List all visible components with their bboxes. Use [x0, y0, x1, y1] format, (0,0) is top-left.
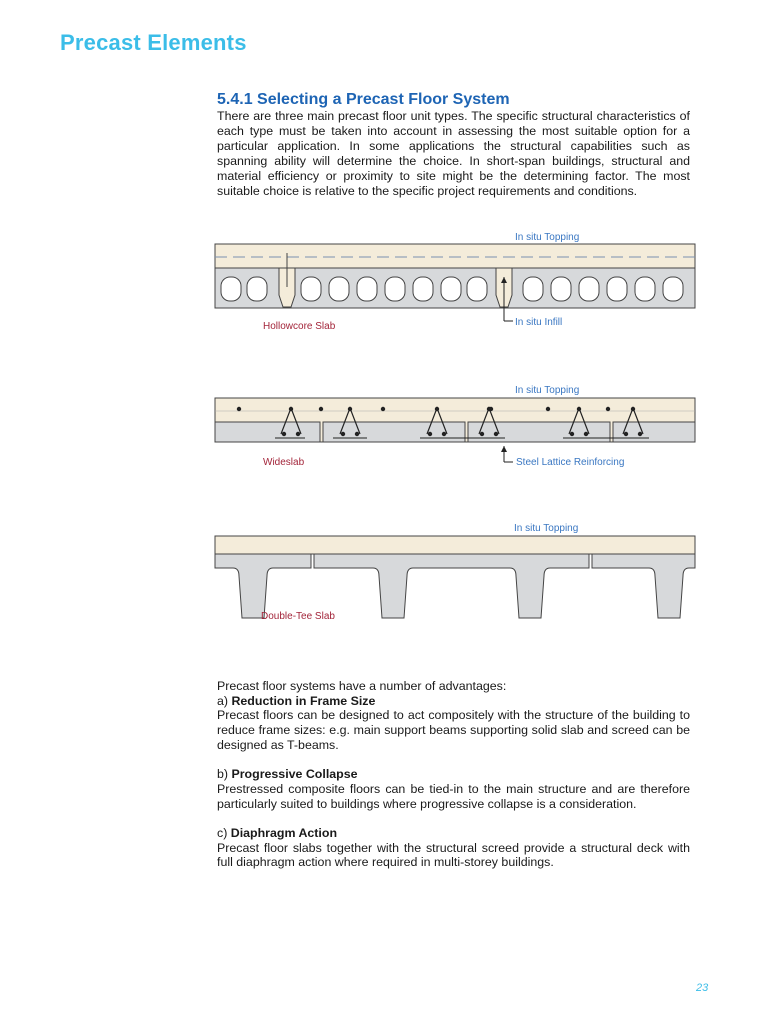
advantage-heading-a [217, 694, 690, 709]
page-header-title: Precast Elements [60, 30, 247, 55]
intro-paragraph: There are three main precast floor unit types. The specific structural characteristics of each type must be taken into account in assessing the most suitable option for a particular application. In some applications the structural capabilities such as spanning ability will determine the choice. In short-span buildings, structural and material efficiency or proximity to site might be the determining factor. The most suitable choice is relative to the specific project requirements and conditions. [217, 109, 690, 198]
doubletee-topping-label: In situ Topping [514, 523, 579, 534]
section-title: 5.4.1 Selecting a Precast Floor System [217, 91, 510, 108]
wideslab-diagram [205, 380, 705, 480]
advantage-title-c: Diaphragm Action [230, 826, 338, 840]
advantage-prefix-b: b) [217, 767, 232, 782]
page-number: 23 [696, 982, 709, 994]
advantage-title-a: Reduction in Frame Size [231, 693, 376, 708]
advantages-section [217, 679, 690, 870]
wideslab-topping-label: In situ Topping [515, 385, 580, 396]
advantage-text-a: Precast floors can be designed to act compositely with the structure of the building to reduce frame sizes: e.g. main support beams supporting solid slab and screed can be designed as T-beams. [217, 708, 690, 752]
wideslab-label: Wideslab [263, 457, 305, 468]
advantages-intro: Precast floor systems have a number of advantages: [217, 679, 507, 693]
hollowcore-slab-diagram [205, 225, 705, 345]
advantage-title-b: Progressive Collapse [231, 767, 358, 782]
double-tee-slab-label: Double-Tee Slab [261, 611, 335, 622]
advantage-heading-b [217, 767, 690, 782]
wideslab-lattice-label: Steel Lattice Reinforcing [516, 457, 625, 468]
hollowcore-slab-label: Hollowcore Slab [263, 321, 336, 332]
hollowcore-topping-label: In situ Topping [515, 232, 580, 243]
advantage-text-c: Precast floor slabs together with the structural screed provide a structural deck with full diaphragm action where required in multi-storey buildings. [217, 840, 690, 870]
advantage-heading-c [217, 826, 690, 841]
advantage-prefix-a: a) [217, 693, 232, 708]
hollowcore-infill-label: In situ Infill [515, 317, 563, 328]
double-tee-slab-diagram [205, 518, 705, 628]
advantage-text-b: Prestressed composite floors can be tied-in to the main structure and are therefore particularly suited to buildings where progressive collapse is a consideration. [217, 781, 690, 811]
advantage-prefix-c: c) [217, 826, 231, 840]
